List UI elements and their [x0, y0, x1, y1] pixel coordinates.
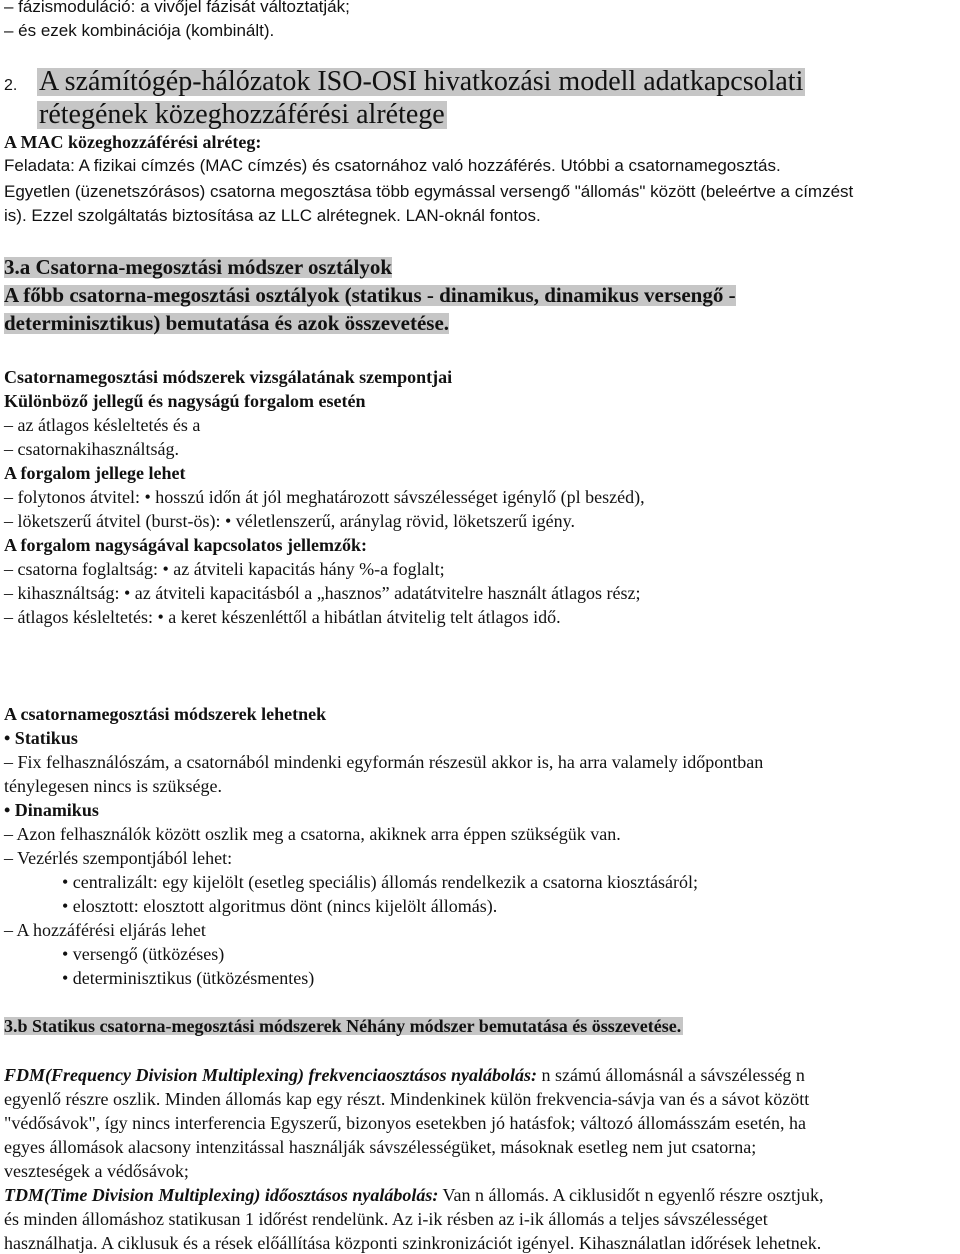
nested-list-item: • centralizált: egy kijelölt (esetleg speciális) állomás rendelkezik a csatorna kiosztásáról;: [62, 872, 699, 892]
paragraph-line: használhatja. A ciklusuk és a rések előállítása központi szinkronizációt igényel. Kihasználatlan időrések lehetnek.: [4, 1233, 822, 1253]
paragraph-text: Van n állomás. A ciklusidőt n egyenlő részre osztjuk,: [438, 1185, 824, 1205]
paragraph-line: "védősávok", így nincs interferencia Egyszerű, bizonyos esetekben jó hatásfok; változó állomásszám esetén, ha: [4, 1113, 806, 1133]
list-item: – csatornakihasználtság.: [4, 439, 179, 459]
paragraph-line: egyes állomások alacsony intenzitással használják sávszélességüket, másoknak esetleg nem jut csatorna;: [4, 1137, 757, 1157]
subheading: A csatornamegosztási módszerek lehetnek: [4, 704, 327, 724]
section-heading: 3.b Statikus csatorna-megosztási módszerek Néhány módszer bemutatása és összevetése.: [4, 1016, 682, 1036]
list-item: – kihasználtság: • az átviteli kapacitásból a „hasznos” adatátvitelre használt átlagos rész;: [4, 583, 641, 603]
text-line: – fázismoduláció: a vivőjel fázisát változtatják;: [4, 0, 350, 16]
nested-list-item: • determinisztikus (ütközésmentes): [62, 968, 315, 988]
list-heading: • Statikus: [4, 728, 78, 748]
term: FDM(Frequency Division Multiplexing) frekvenciaosztásos nyalábolás:: [4, 1065, 538, 1085]
list-item: – az átlagos késleltetés és a: [4, 415, 201, 435]
paragraph-line: Egyetlen (üzenetszórásos) csatorna megosztása több egymással versengő "állomás" között (beleértve a címzést: [4, 182, 854, 201]
paragraph-line: Feladata: A fizikai címzés (MAC címzés) és csatornához való hozzáférés. Utóbbi a csatornamegosztás.: [4, 156, 781, 175]
list-item: – löketszerű átvitel (burst-ös): • véletlenszerű, aránylag rövid, löketszerű igény.: [4, 511, 575, 531]
section-title: rétegének közeghozzáférési alrétege: [39, 99, 445, 130]
list-item: – Azon felhasználók között oszlik meg a csatorna, akiknek arra éppen szükségük van.: [4, 824, 621, 844]
paragraph-line: egyenlő részre oszlik. Minden állomás kap egy részt. Mindenkinek külön frekvencia-sávja van és a sávot között: [4, 1089, 810, 1109]
nested-list-item: • elosztott: elosztott algoritmus dönt (nincs kijelölt állomás).: [62, 896, 498, 916]
paragraph-line: [4, 1186, 823, 1204]
section-heading: A főbb csatorna-megosztási osztályok (statikus - dinamikus, dinamikus versengő -: [4, 283, 736, 307]
list-item: – A hozzáférési eljárás lehet: [4, 920, 206, 940]
section-heading: determinisztikus) bemutatása és azok összevetése.: [4, 311, 450, 335]
subheading: Csatornamegosztási módszerek vizsgálatának szempontjai: [4, 367, 453, 387]
list-item: – átlagos késleltetés: • a keret készenléttől a hibátlan átvitelig telt átlagos idő.: [4, 607, 561, 627]
paragraph-line: és minden állomáshoz statikusan 1 időrést rendelünk. Az i-ik résben az i-ik állomás a teljes sávszélességet: [4, 1209, 768, 1229]
paragraph-text: n számú állomásnál a sávszélesség n: [537, 1065, 805, 1085]
list-item: – Vezérlés szempontjából lehet:: [4, 848, 233, 868]
section-title: A számítógép-hálózatok ISO-OSI hivatkozási modell adatkapcsolati: [39, 66, 804, 97]
list-item: – csatorna foglaltság: • az átviteli kapacitás hány %-a foglalt;: [4, 559, 445, 579]
text-line: – és ezek kombinációja (kombinált).: [4, 21, 275, 40]
subheading: A forgalom jellege lehet: [4, 463, 186, 483]
paragraph-line: veszteségek a védősávok;: [4, 1161, 189, 1181]
list-item: – folytonos átvitel: • hosszú időn át jól meghatározott sávszélességet igénylő (pl beszéd),: [4, 487, 645, 507]
list-item: ténylegesen nincs is szüksége.: [4, 776, 222, 796]
subheading: A forgalom nagyságával kapcsolatos jellemzők:: [4, 535, 367, 555]
section-number: 2.: [4, 77, 18, 94]
paragraph-line: [4, 1066, 805, 1084]
subheading: Különböző jellegű és nagyságú forgalom esetén: [4, 391, 366, 411]
list-item: – Fix felhasználószám, a csatornából mindenki egyformán részesül akkor is, ha arra valamely időpontban: [4, 752, 764, 772]
term: TDM(Time Division Multiplexing) időosztásos nyalábolás:: [4, 1185, 439, 1205]
section-heading: 3.a Csatorna-megosztási módszer osztályok: [4, 255, 393, 279]
paragraph-line: is). Ezzel szolgáltatás biztosítása az LLC alrétegnek. LAN-oknál fontos.: [4, 206, 541, 225]
list-heading: • Dinamikus: [4, 800, 99, 820]
nested-list-item: • versengő (ütközéses): [62, 944, 225, 964]
subheading: A MAC közeghozzáférési alréteg:: [4, 132, 262, 152]
